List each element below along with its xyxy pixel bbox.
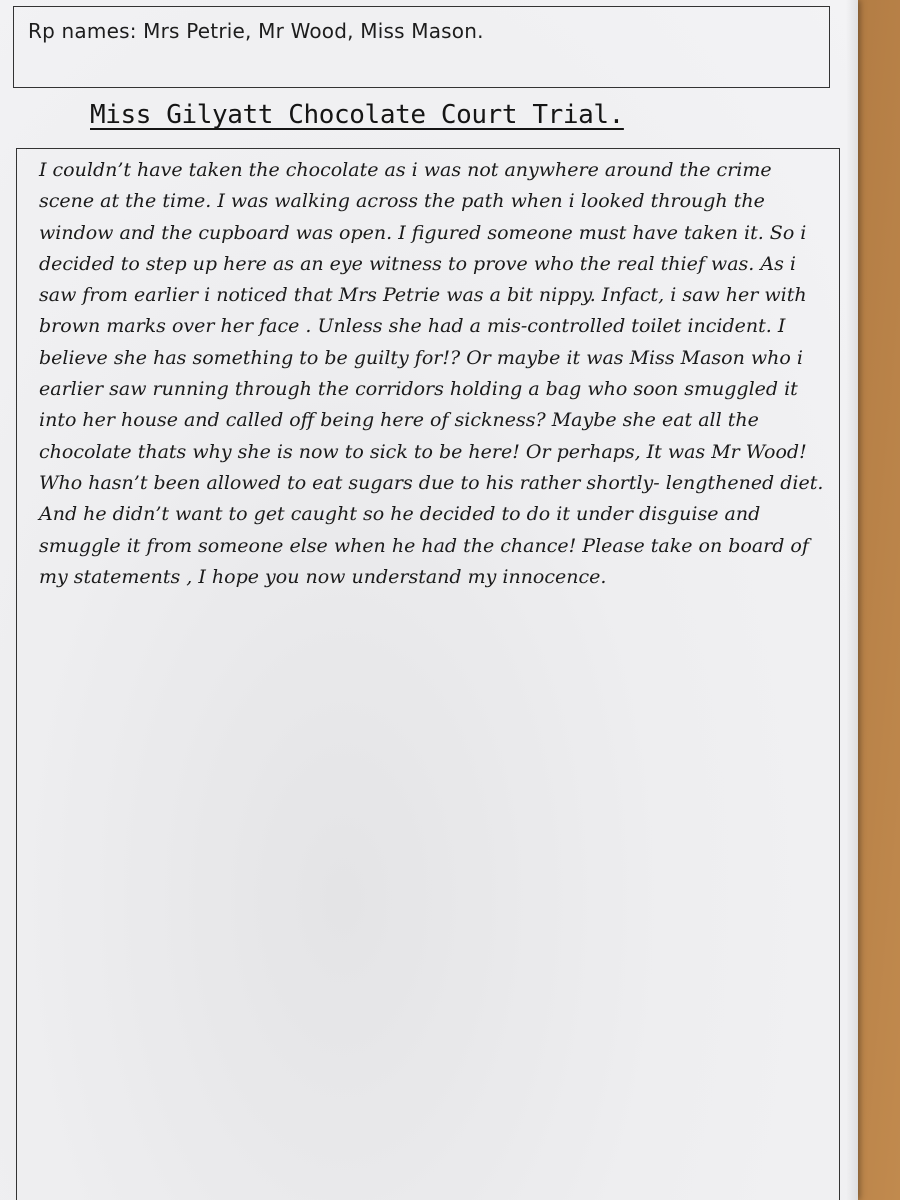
- statement-box: [16, 148, 840, 1200]
- rp-names-box: [13, 6, 830, 88]
- statement-text: I couldn’t have taken the chocolate as i was not anywhere around the crime scene at the time. I was walking across the path when i looked through the window and the cupboard was open. I figured someone must have taken it. So i decided to step up here as an eye witness to prove who the real thief was. As i saw from earlier i noticed that Mrs Petrie was a bit nippy. Infact, i saw her with brown marks over her face . Unless she had a mis-controlled toilet incident. I believe she has something to be guilty for!? Or maybe it was Miss Mason who i earlier saw running through the corridors holding a bag who soon smuggled it into her house and called off being here of sickness? Maybe she eat all the chocolate thats why she is now to sick to be here! Or perhaps, It was Mr Wood! Who hasn’t been allowed to eat sugars due to his rather shortly- lengthened diet. And he didn’t want to get caught so he decided to do it under disguise and smuggle it from someone else when he had the chance! Please take on board of my statements , I hope you now understand my innocence.: [39, 159, 824, 588]
- document-title: Miss Gilyatt Chocolate Court Trial.: [90, 100, 624, 130]
- paper-edge-shadow: [846, 0, 858, 1200]
- rp-names-text: Rp names: Mrs Petrie, Mr Wood, Miss Mason.: [28, 19, 484, 43]
